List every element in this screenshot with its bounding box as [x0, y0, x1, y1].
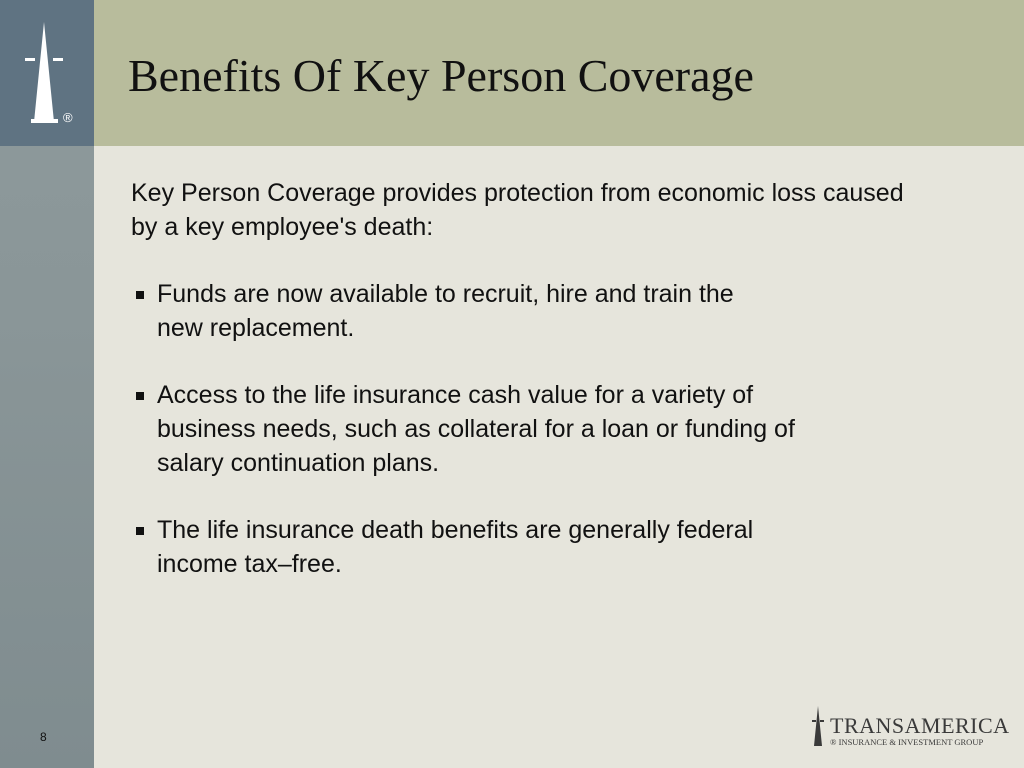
bullet-text-line: Funds are now available to recruit, hire and train the — [157, 280, 734, 308]
bullet-text-line: business needs, such as collateral for a loan or funding of — [157, 415, 795, 443]
brand-tagline — [830, 738, 983, 747]
brand-name: TRANSAMERICA — [830, 713, 1010, 738]
bullet-item — [131, 277, 911, 345]
bullet-text-line: new replacement. — [157, 314, 355, 342]
bullet-text-line: income tax–free. — [157, 550, 342, 578]
bullet-list — [131, 277, 911, 581]
logo-box — [0, 0, 94, 146]
brand-logo — [810, 704, 1010, 748]
registered-mark: ® — [63, 110, 73, 125]
square-bullet-icon — [136, 392, 144, 400]
bullet-text-line: The life insurance death benefits are generally federal — [157, 516, 754, 544]
pyramid-tower-icon — [810, 704, 830, 748]
square-bullet-icon — [136, 527, 144, 535]
brand-registered-mark: ® — [830, 737, 837, 747]
slide-content — [131, 176, 911, 614]
bullet-item — [131, 378, 911, 480]
title-band — [94, 0, 1024, 146]
intro-text: Key Person Coverage provides protection from economic loss caused by a key employee's death: — [131, 179, 904, 241]
slide-title: Benefits Of Key Person Coverage — [128, 50, 754, 101]
bullet-item — [131, 513, 911, 581]
page-number: 8 — [40, 730, 47, 744]
bullet-text-line: salary continuation plans. — [157, 449, 440, 477]
pyramid-tower-icon — [0, 0, 94, 146]
square-bullet-icon — [136, 291, 144, 299]
bullet-text-line: Access to the life insurance cash value for a variety of — [157, 381, 754, 409]
brand-tagline-text: INSURANCE & INVESTMENT GROUP — [838, 737, 984, 747]
